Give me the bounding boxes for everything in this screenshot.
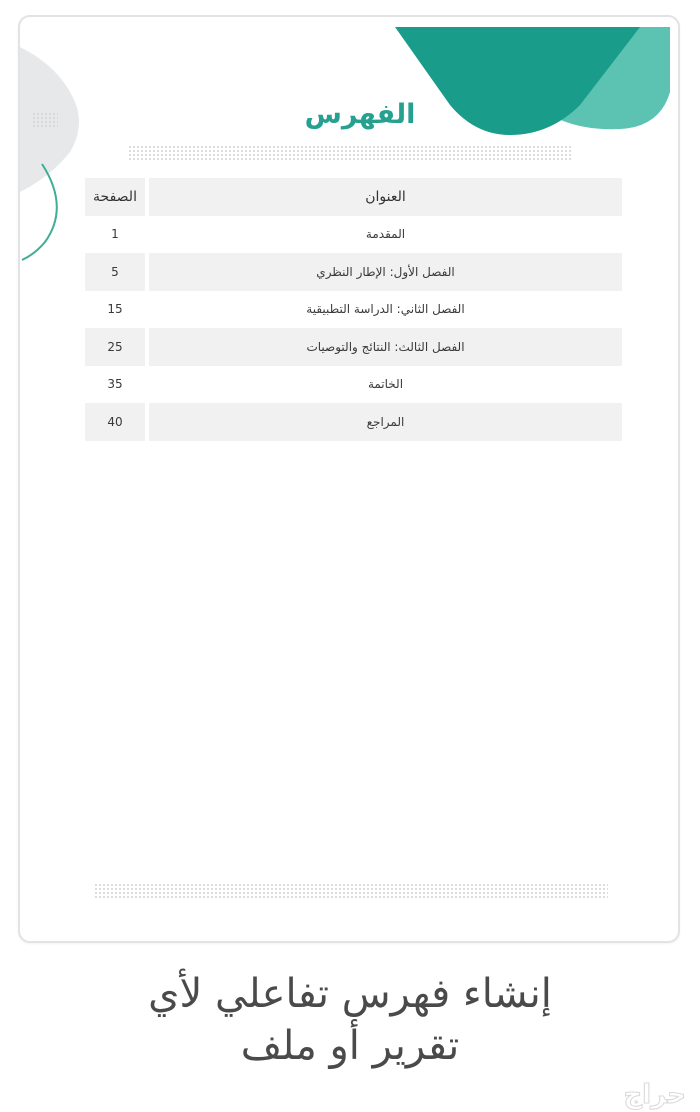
table-row[interactable]	[85, 366, 622, 404]
row-page: 40	[85, 403, 149, 441]
row-title[interactable]: الفصل الثاني: الدراسة التطبيقية	[306, 302, 465, 317]
title-underline-dots	[128, 145, 573, 161]
watermark-logo: حراج	[623, 1080, 686, 1110]
caption-line-1: إنشاء فهرس تفاعلي لأي	[148, 971, 552, 1017]
table-of-contents	[85, 178, 622, 441]
table-row[interactable]	[85, 253, 622, 291]
dot-pattern	[32, 112, 58, 128]
header-page: الصفحة	[85, 178, 149, 216]
document-page	[18, 15, 680, 943]
row-page: 35	[85, 366, 149, 404]
promo-caption	[0, 968, 700, 1072]
row-title[interactable]: الفصل الأول: الإطار النظري	[149, 253, 622, 291]
footer-dot-pattern	[94, 883, 608, 899]
caption-line-2: تقرير أو ملف	[240, 1023, 460, 1069]
row-page: 25	[85, 328, 149, 366]
row-title[interactable]: الفصل الثالث: النتائج والتوصيات	[149, 328, 622, 366]
row-title[interactable]: الخاتمة	[367, 377, 404, 392]
table-row[interactable]	[85, 216, 622, 254]
header-title: العنوان	[149, 178, 622, 216]
row-page: 1	[85, 216, 149, 254]
row-title[interactable]: المراجع	[149, 403, 622, 441]
document-title: الفهرس	[304, 99, 416, 130]
row-title[interactable]: المقدمة	[365, 227, 406, 242]
table-row[interactable]	[85, 291, 622, 329]
row-page: 5	[85, 253, 149, 291]
row-page: 15	[85, 291, 149, 329]
table-row[interactable]	[85, 403, 622, 441]
table-row[interactable]	[85, 328, 622, 366]
